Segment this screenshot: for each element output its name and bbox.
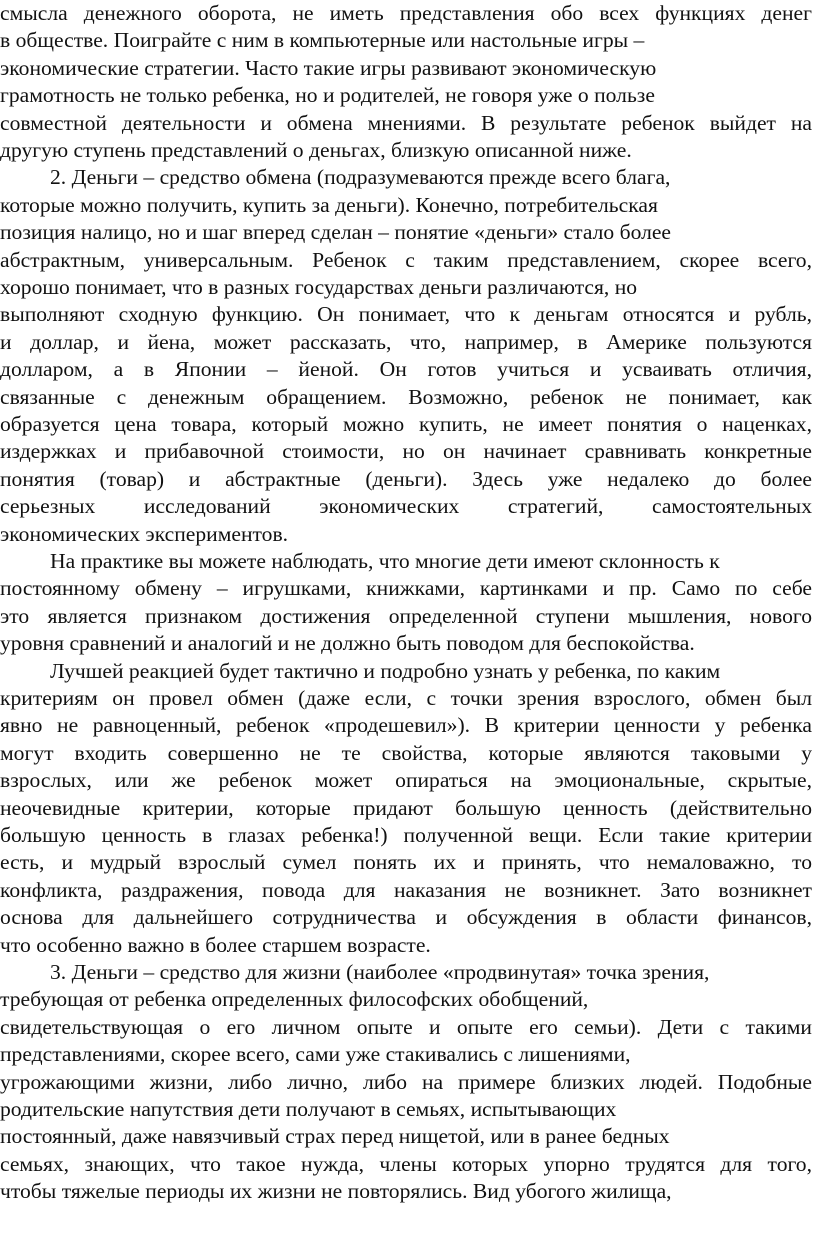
text-line: конфликта, раздражения, повода для наказания не возникнет. Зато возникнет — [0, 877, 812, 902]
text-line: серьезных исследований экономических стратегий, самостоятельных — [0, 494, 812, 519]
text-line: требующая от ребенка определенных философских обобщений, — [0, 987, 589, 1012]
text-line: другую ступень представлений о деньгах, близкую описанной ниже. — [0, 138, 632, 162]
paragraph-first-line: Лучшей реакцией будет тактично и подробно узнать у ребенка, по каким — [50, 658, 721, 683]
text-line: чтобы тяжелые периоды их жизни не повторялись. Вид убогого жилища, — [0, 1179, 672, 1204]
text-line: угрожающими жизни, либо лично, либо на примере близких людей. Подобные — [0, 1069, 812, 1094]
paragraph-first-line: 3. Деньги – средство для жизни (наиболее «продвинутая» точка зрения, — [50, 960, 710, 984]
text-line: что особенно важно в более старшем возрасте. — [0, 932, 431, 957]
text-line: издержках и прибавочной стоимости, но он начинает сравнивать конкретные — [0, 439, 812, 464]
text-line: экономических экспериментов. — [0, 521, 289, 546]
text-line: неочевидные критерии, которые придают большую ценность (действительно — [0, 795, 812, 820]
paragraph-first-line: На практике вы можете наблюдать, что многие дети имеют склонность к — [50, 549, 720, 573]
text-line: родительские напутствия дети получают в семьях, испытывающих — [0, 1097, 617, 1121]
text-line: могут входить совершенно не те свойства, которые являются таковыми у — [0, 740, 812, 765]
text-line: представлениями, скорее всего, сами уже стакивались с лишениями, — [0, 1042, 631, 1067]
text-line: образуется цена товара, который можно купить, не имеет понятия о наценках, — [0, 412, 812, 436]
text-line: совместной деятельности и обмена мнениями. В результате ребенок выйдет на — [0, 110, 812, 135]
text-line: явно не равноценный, ребенок «продешевил»). В критерии ценности у ребенка — [0, 713, 812, 738]
text-line: понятия (товар) и абстрактные (деньги). Здесь уже недалеко до более — [0, 466, 812, 491]
text-line: выполняют сходную функцию. Он понимает, что к деньгам относятся и рубль, — [0, 302, 812, 327]
text-line: абстрактным, универсальным. Ребенок с таким представлением, скорее всего, — [0, 247, 812, 272]
text-line: взрослых, или же ребенок может опираться на эмоциональные, скрытые, — [0, 768, 812, 793]
text-line: основа для дальнейшего сотрудничества и обсуждения в области финансов, — [0, 905, 812, 930]
text-line: постоянный, даже навязчивый страх перед нищетой, или в ранее бедных — [0, 1124, 670, 1149]
text-line: семьях, знающих, что такое нужда, члены которых упорно трудятся для того, — [0, 1151, 812, 1176]
text-line: и доллар, и йена, может рассказать, что, например, в Америке пользуются — [0, 329, 812, 354]
text-line: есть, и мудрый взрослый сумел понять их и принять, что немаловажно, то — [0, 850, 812, 875]
text-line: смысла денежного оборота, не иметь представления обо всех функциях денег — [0, 1, 812, 25]
text-line: хорошо понимает, что в разных государствах деньги различаются, но — [0, 275, 638, 299]
text-line: экономические стратегии. Часто такие игры развивают экономическую — [0, 55, 657, 80]
text-line: это является признаком достижения определенной ступени мышления, нового — [0, 603, 812, 628]
text-line: долларом, а в Японии – йеной. Он готов учиться и усваивать отличия, — [0, 357, 812, 382]
paragraph-first-line: 2. Деньги – средство обмена (подразумеваются прежде всего блага, — [50, 165, 671, 190]
text-line: постоянному обмену – игрушками, книжками, картинками и пр. Само по себе — [0, 576, 812, 601]
text-line: критериям он провел обмен (даже если, с точки зрения взрослого, обмен был — [0, 686, 812, 710]
text-line: уровня сравнений и аналогий и не должно быть поводом для беспокойства. — [0, 631, 695, 656]
text-line: большую ценность в глазах ребенка!) полученной вещи. Если такие критерии — [0, 823, 812, 847]
text-line: грамотность не только ребенка, но и родителей, не говоря уже о пользе — [0, 83, 655, 108]
text-line: позиция налицо, но и шаг вперед сделан – понятие «деньги» стало более — [0, 220, 672, 245]
text-line: связанные с денежным обращением. Возможно, ребенок не понимает, как — [0, 384, 812, 409]
text-line: свидетельствующая о его личном опыте и опыте его семьи). Дети с такими — [0, 1014, 812, 1039]
text-line: которые можно получить, купить за деньги). Конечно, потребительская — [0, 192, 658, 217]
text-line: в обществе. Поиграйте с ним в компьютерные или настольные игры – — [0, 28, 645, 53]
